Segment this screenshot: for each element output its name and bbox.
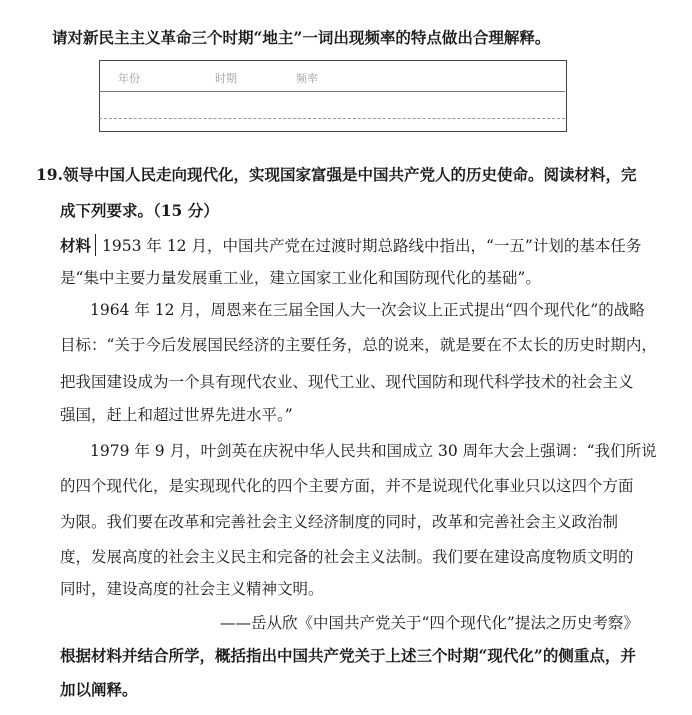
table-border — [99, 60, 567, 132]
table-divider — [99, 91, 565, 92]
material-p2-line3: 把我国建设成为一个具有现代农业、现代工业、现代国防和现代科学技术的社会主义 — [60, 373, 634, 391]
material-p2-line1: 1964 年 12 月，周恩来在三届全国人大一次会议上正式提出“四个现代化”的战略 — [90, 301, 645, 319]
task-line1: 根据材料并结合所学，概括指出中国共产党关于上述三个时期“现代化”的侧重点，并 — [60, 646, 636, 665]
material-p3-line2: 的四个现代化，是实现现代化的四个主要方面，并不是说现代化事业只以这四个方面 — [60, 477, 634, 495]
material-p2-line4: 强国，赶上和超过世界先进水平。” — [60, 406, 293, 424]
material-label: 材料 — [60, 236, 92, 255]
table-header-3: 频率 — [296, 72, 318, 85]
table-header-1: 年份 — [118, 72, 140, 85]
question-19-prompt-1: 领导中国人民走向现代化，实现国家富强是中国共产党人的历史使命。阅读材料，完 — [62, 165, 637, 184]
table-header-2: 时期 — [215, 72, 237, 85]
material-p1-text: 1953 年 12 月，中国共产党在过渡时期总路线中指出，“一五”计划的基本任务 — [95, 234, 641, 256]
material-source: ——岳从欣《中国共产党关于“四个现代化”提法之历史考察》 — [220, 614, 639, 632]
task-line2: 加以阐释。 — [60, 680, 138, 699]
table-divider-dashed — [99, 118, 565, 119]
question-number: 19. — [36, 165, 63, 184]
question-19-line1 — [36, 163, 636, 185]
material-p1-line1 — [60, 234, 641, 256]
material-p1-line2: 是“集中主要力量发展重工业，建立国家工业化和国防现代化的基础”。 — [60, 269, 541, 287]
material-p2-line2: 目标：“关于今后发展国民经济的主要任务，总的说来，就是要在不太长的历史时期内， — [60, 336, 657, 354]
question-19-prompt-2: 成下列要求。（15 分） — [60, 201, 219, 220]
material-p3-line5: 同时，建设高度的社会主义精神文明。 — [60, 580, 324, 598]
material-p3-line3: 为限。我们要在改革和完善社会主义经济制度的同时，改革和完善社会主义政治制 — [60, 513, 619, 531]
material-p3-line4: 度，发展高度的社会主义民主和完备的社会主义法制。我们要在建设高度物质文明的 — [60, 548, 634, 566]
material-p3-line1: 1979 年 9 月，叶剑英在庆祝中华人民共和国成立 30 周年大会上强调：“我们所说 — [90, 442, 657, 460]
question-18-prompt: 请对新民主主义革命三个时期“地主”一词出现频率的特点做出合理解释。 — [52, 28, 551, 47]
